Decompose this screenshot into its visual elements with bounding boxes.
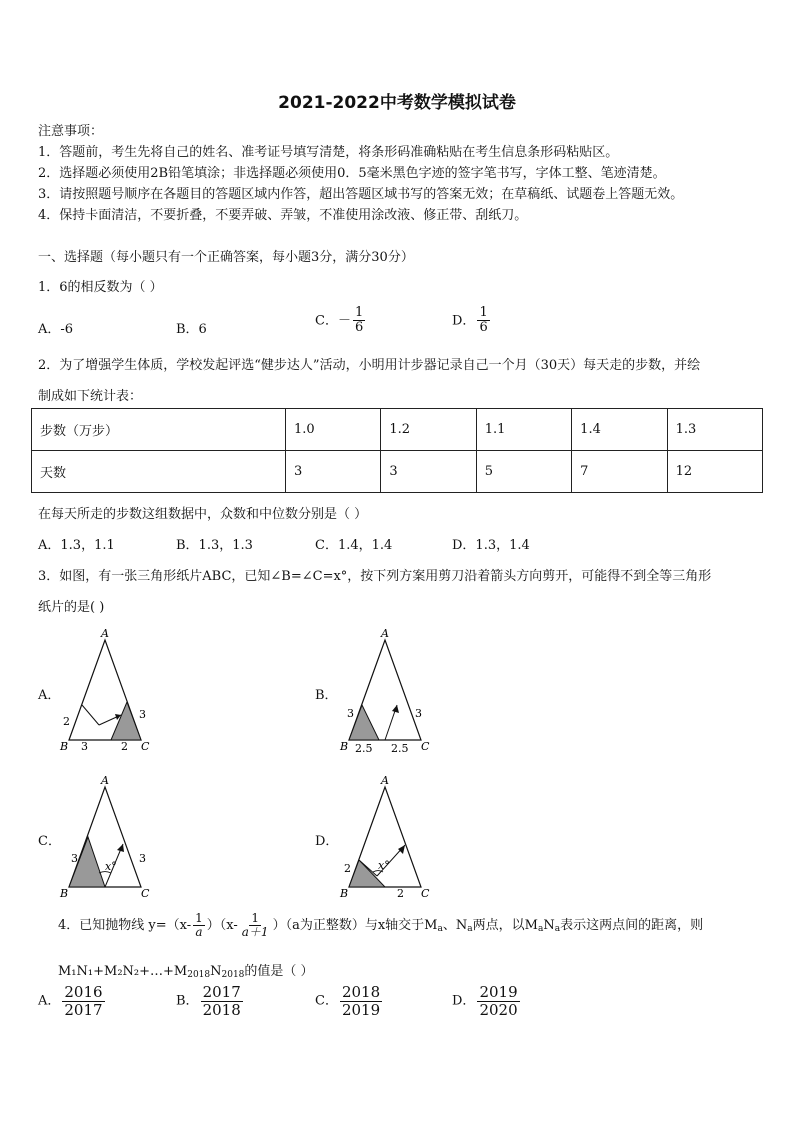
- length-label: 2: [397, 887, 404, 900]
- q2-option-a: A．1.3，1.1: [38, 538, 115, 553]
- q4-option-d: [452, 984, 522, 1018]
- section-heading: 一、选择题（每小题只有一个正确答案，每小题3分，满分30分）: [38, 250, 414, 265]
- q1-option-a: A．-6: [38, 322, 74, 337]
- q4-f2-numerator: 1: [251, 911, 259, 925]
- subscript: 2018: [221, 970, 245, 980]
- notice-item-1: 1．答题前，考生先将自己的姓名、准考证号填写清楚，将条形码准确粘贴在考生信息条形码粘贴区。: [38, 145, 619, 160]
- q4-text: 两点，以M: [472, 918, 538, 934]
- q4-option-c-fraction: [340, 984, 382, 1018]
- q2-ask: 在每天所走的步数这组数据中，众数和中位数分别是（ ）: [38, 507, 368, 522]
- length-label: 3: [139, 852, 146, 865]
- page-title: 2021-2022中考数学模拟试卷: [278, 93, 516, 113]
- q1-option-c-fraction: [353, 306, 365, 336]
- q1-option-c-prefix: C．－: [315, 313, 351, 329]
- vertex-a: A: [101, 774, 109, 787]
- vertex-c: C: [141, 887, 150, 900]
- q4-stem-line1: [58, 912, 703, 939]
- q4-option-d-prefix: D．: [452, 993, 476, 1009]
- denominator: 2019: [341, 1000, 381, 1019]
- q4-f1-denominator: a: [195, 925, 203, 940]
- q4-text: N: [210, 964, 222, 979]
- length-label: 3: [415, 707, 422, 720]
- q4-stem-line2: [58, 960, 314, 980]
- q1-c-numerator: 1: [354, 305, 364, 320]
- vertex-b: B: [340, 887, 349, 900]
- table-cell: 1.0: [286, 409, 381, 451]
- length-label: 3: [139, 708, 146, 721]
- q4-text: N: [543, 918, 555, 934]
- length-label: 2: [121, 740, 128, 753]
- table-cell: 5: [476, 451, 571, 493]
- length-label: 2.5: [391, 742, 409, 755]
- figure-option-d: [335, 772, 445, 902]
- q4-option-a-prefix: A．: [38, 993, 61, 1009]
- table-row: [32, 451, 763, 493]
- q2-stem-line1: 2．为了增强学生体质，学校发起评选“健步达人”活动，小明用计步器记录自己一个月（30天）每天走的步数，并绘: [38, 358, 701, 373]
- figure-option-b: [335, 625, 445, 755]
- notice-item-3: 3．请按照题号顺序在各题目的答题区域内作答，超出答题区域书写的答案无效；在草稿纸、试题卷上答题无效。: [38, 187, 684, 202]
- notice-heading: 注意事项：: [38, 124, 104, 139]
- q4-f1-numerator: 1: [195, 911, 203, 925]
- length-label: 2: [344, 862, 351, 875]
- numerator: 2019: [479, 983, 518, 1001]
- q4-option-d-fraction: [477, 984, 519, 1018]
- table-cell: 3: [286, 451, 381, 493]
- vertex-b: B: [60, 740, 69, 753]
- numerator: 2018: [341, 983, 381, 1001]
- q4-text: ）（x-: [206, 918, 238, 934]
- table-row: [32, 409, 763, 451]
- q4-option-c: [315, 984, 384, 1018]
- notice-item-4: 4．保持卡面清洁，不要折叠，不要弄破、弄皱，不准使用涂改液、修正带、刮纸刀。: [38, 208, 528, 223]
- subscript: a: [437, 924, 443, 935]
- q4-option-b-prefix: B．: [176, 993, 199, 1009]
- denominator: 2020: [479, 1000, 518, 1019]
- q3-option-c-label: C．: [38, 834, 61, 849]
- q1-option-d-prefix: D．: [452, 313, 476, 329]
- vertex-a: A: [381, 774, 389, 787]
- q4-option-c-prefix: C．: [315, 993, 338, 1009]
- q3-stem-line1: 3．如图，有一张三角形纸片ABC，已知∠B=∠C=x°，按下列方案用剪刀沿着箭头方向剪开，可能得不到全等三角形: [38, 569, 712, 584]
- arrow-head: [392, 705, 399, 713]
- denominator: 2018: [202, 1000, 241, 1019]
- q4-option-b-fraction: [201, 984, 243, 1018]
- table-cell: 1.1: [476, 409, 571, 451]
- arrow-head: [117, 844, 124, 852]
- length-label: 3: [71, 852, 78, 865]
- figure-option-c: [55, 772, 165, 902]
- q4-text: 的值是（ ）: [244, 964, 314, 979]
- q4-text: M₁N₁+M₂N₂+…+M: [58, 964, 188, 979]
- notice-item-2: 2．选择题必须使用2B铅笔填涂；非选择题必须使用0．5毫米黑色字迹的签字笔书写，字体工整、笔迹清楚。: [38, 166, 666, 181]
- length-label: 2.5: [355, 742, 373, 755]
- table-cell: 1.4: [572, 409, 667, 451]
- length-label: 2: [63, 715, 70, 728]
- numerator: 2016: [64, 983, 103, 1001]
- q4-option-b: [176, 984, 245, 1018]
- figure-option-a: [55, 625, 165, 755]
- vertex-a: A: [381, 627, 389, 640]
- q2-option-d: D．1.3，1.4: [452, 538, 530, 553]
- subscript: a: [554, 924, 561, 935]
- denominator: 2017: [64, 1000, 103, 1019]
- vertex-c: C: [421, 887, 430, 900]
- q3-option-a-label: A．: [38, 688, 61, 703]
- length-label: 3: [81, 740, 88, 753]
- q1-d-numerator: 1: [479, 305, 488, 320]
- q1-c-denominator: 6: [354, 320, 364, 336]
- numerator: 2017: [202, 983, 241, 1001]
- q4-text: 表示这两点间的距离，则: [560, 918, 704, 934]
- vertex-b: B: [340, 740, 349, 753]
- table-cell: 7: [572, 451, 667, 493]
- shaded-triangle: [111, 702, 141, 740]
- q4-text: ）（a为正整数）与x轴交于M: [272, 918, 438, 934]
- cut-line: [82, 705, 99, 725]
- table-cell: 3: [381, 451, 476, 493]
- table-cell: 1.3: [667, 409, 762, 451]
- q4-f2-denominator: a＋1: [241, 925, 269, 940]
- vertex-a: A: [101, 627, 109, 640]
- q4-text: 、N: [442, 918, 468, 934]
- subscript: a: [467, 924, 473, 935]
- q4-fraction-2: [240, 912, 271, 939]
- q4-text: 4．已知抛物线 y=（x-: [58, 918, 192, 934]
- angle-label: x°: [378, 859, 390, 872]
- q2-option-c: C．1.4，1.4: [315, 538, 393, 553]
- q4-option-a-fraction: [62, 984, 104, 1018]
- q3-stem-line2: 纸片的是( ): [38, 600, 105, 615]
- q2-stem-line2: 制成如下统计表：: [38, 389, 143, 404]
- length-label: 3: [347, 707, 354, 720]
- q2-option-b: B．1.3，1.3: [176, 538, 253, 553]
- q3-option-d-label: D．: [315, 834, 339, 849]
- arrow-head: [398, 845, 405, 854]
- angle-label: x°: [105, 860, 117, 873]
- q1-option-b: B．6: [176, 322, 207, 337]
- q3-option-b-label: B．: [315, 688, 338, 703]
- vertex-c: C: [421, 740, 430, 753]
- subscript: 2018: [187, 970, 211, 980]
- q1-option-d: [452, 306, 492, 336]
- vertex-c: C: [141, 740, 150, 753]
- q4-fraction-1: [193, 912, 205, 939]
- subscript: a: [537, 924, 544, 935]
- table-cell: 步数（万步）: [32, 409, 286, 451]
- q1-option-d-fraction: [477, 306, 489, 336]
- q1-d-denominator: 6: [479, 320, 488, 336]
- q1-option-c: [315, 306, 367, 336]
- statistics-table: [31, 408, 763, 493]
- table-cell: 1.2: [381, 409, 476, 451]
- table-cell: 12: [667, 451, 762, 493]
- q4-option-a: [38, 984, 107, 1018]
- q1-stem: 1．6的相反数为（ ）: [38, 280, 163, 295]
- table-cell: 天数: [32, 451, 286, 493]
- vertex-b: B: [60, 887, 69, 900]
